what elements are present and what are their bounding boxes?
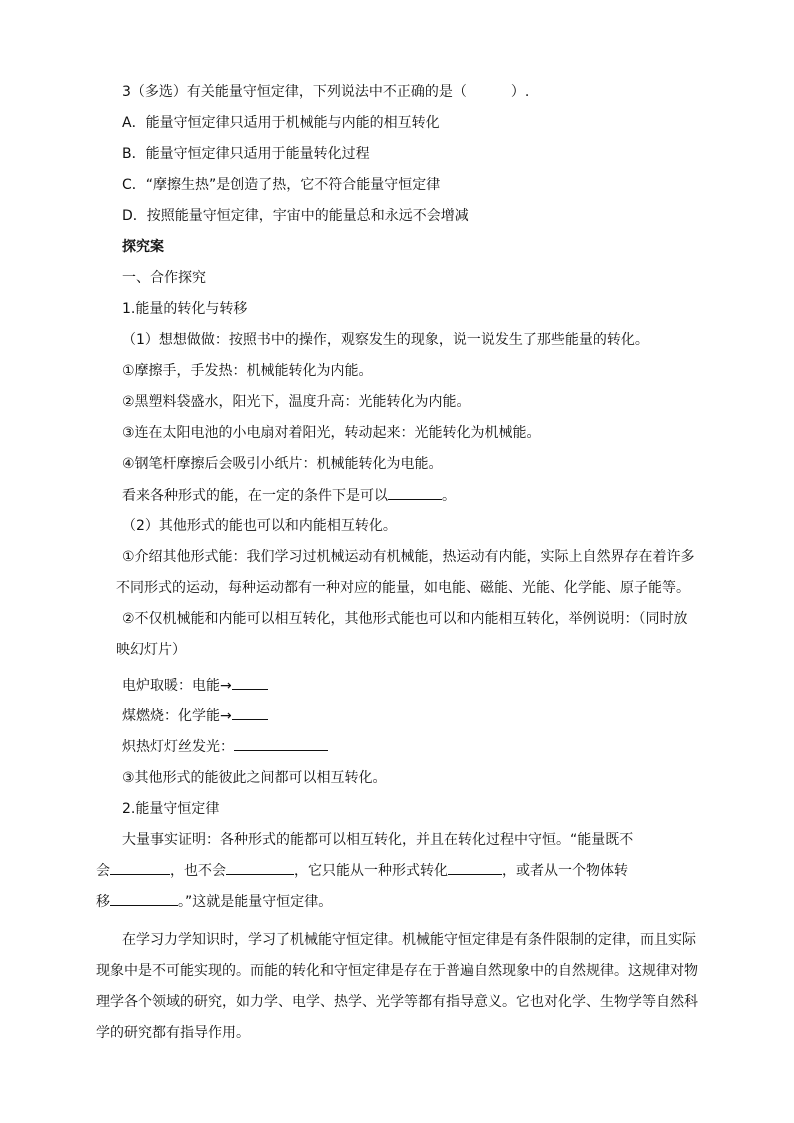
option-a: A．能量守恒定律只适用于机械能与内能的相互转化 xyxy=(122,115,440,131)
paragraph-line-3: 理学各个领域的研究，如力学、电学、热学、光学等都有指导意义。它也对化学、生物学等自然科 xyxy=(96,994,698,1010)
section-heading: 一、合作探究 xyxy=(122,270,206,286)
paragraph-line-2: 现象中是不可能实现的。而能的转化和守恒定律是存在于普遍自然现象中的自然规律。这规律对物 xyxy=(96,963,698,979)
fill-blank-2[interactable] xyxy=(232,677,268,690)
law-2-c: ，它只能从一种形式转化 xyxy=(294,863,448,879)
example-4: ④钢笔杆摩擦后会吸引小纸片：机械能转化为电能。 xyxy=(122,456,443,472)
arrow-icon: → xyxy=(220,708,232,724)
conclusion-end: 。 xyxy=(442,488,456,504)
section-title: 探究案 xyxy=(122,239,164,255)
fill-blank-1[interactable] xyxy=(388,487,442,500)
coal-label: 煤燃烧：化学能 xyxy=(122,708,220,724)
paragraph-line-1: 在学习力学知识时，学习了机械能守恒定律。机械能守恒定律是有条件限制的定律，而且实际 xyxy=(122,932,696,948)
fill-blank-5[interactable] xyxy=(110,862,170,875)
arrow-icon: → xyxy=(220,678,232,694)
option-b: B．能量守恒定律只适用于能量转化过程 xyxy=(122,146,370,162)
example-1: ①摩擦手，手发热：机械能转化为内能。 xyxy=(122,363,373,379)
question-2: （2）其他形式的能也可以和内能相互转化。 xyxy=(122,518,397,534)
intro-line-2: 不同形式的运动，每种运动都有一种对应的能量，如电能、磁能、光能、化学能、原子能等。 xyxy=(116,580,690,596)
law-line-3 xyxy=(96,892,332,912)
law-line-2 xyxy=(96,861,628,881)
conclusion-text: 看来各种形式的能，在一定的条件下是可以 xyxy=(122,488,388,504)
question-1: （1）想想做做：按照书中的操作，观察发生的现象，说一说发生了那些能量的转化。 xyxy=(122,332,649,348)
law-3-b: 。”这就是能量守恒定律。 xyxy=(178,894,333,910)
paragraph-line-4: 学的研究都有指导作用。 xyxy=(96,1025,250,1041)
law-3-a: 移 xyxy=(96,894,110,910)
question-3-stem xyxy=(122,82,529,102)
conclusion-line xyxy=(122,486,456,506)
not-only-line-2: 映幻灯片） xyxy=(116,642,186,658)
question-3-prefix: 3（多选）有关能量守恒定律，下列说法中不正确的是（ xyxy=(122,84,467,100)
fill-blank-4[interactable] xyxy=(234,738,328,751)
law-line-1: 大量事实证明：各种形式的能都可以相互转化，并且在转化过程中守恒。“能量既不 xyxy=(122,832,634,848)
law-2-b: ，也不会 xyxy=(170,863,226,879)
topic-energy-transfer: 1.能量的转化与转移 xyxy=(122,301,248,317)
example-3: ③连在太阳电池的小电扇对着阳光，转动起来：光能转化为机械能。 xyxy=(122,425,541,441)
fill-blank-8[interactable] xyxy=(110,893,178,906)
fill-blank-3[interactable] xyxy=(232,707,268,720)
other-forms: ③其他形式的能彼此之间都可以相互转化。 xyxy=(122,770,387,786)
lamp-label: 炽热灯灯丝发光： xyxy=(122,739,234,755)
not-only-line-1: ②不仅机械能和内能可以相互转化，其他形式能也可以和内能相互转化，举例说明：（同时放 xyxy=(122,611,688,627)
stove-item xyxy=(122,676,268,696)
law-2-d: ，或者从一个物体转 xyxy=(502,863,628,879)
law-2-a: 会 xyxy=(96,863,110,879)
lamp-item xyxy=(122,737,328,757)
topic-energy-conservation: 2.能量守恒定律 xyxy=(122,801,220,817)
option-d: D．按照能量守恒定律，宇宙中的能量总和永远不会增减 xyxy=(122,208,469,224)
question-3-suffix: ）. xyxy=(510,84,530,100)
fill-blank-6[interactable] xyxy=(226,862,294,875)
coal-item xyxy=(122,706,268,726)
option-c: C．“摩擦生热”是创造了热，它不符合能量守恒定律 xyxy=(122,177,441,193)
intro-line-1: ①介绍其他形式能：我们学习过机械运动有机械能，热运动有内能，实际上自然界存在着许多 xyxy=(122,549,695,565)
example-2: ②黑塑料袋盛水，阳光下，温度升高：光能转化为内能。 xyxy=(122,394,471,410)
fill-blank-7[interactable] xyxy=(448,862,502,875)
stove-label: 电炉取暖：电能 xyxy=(122,678,220,694)
